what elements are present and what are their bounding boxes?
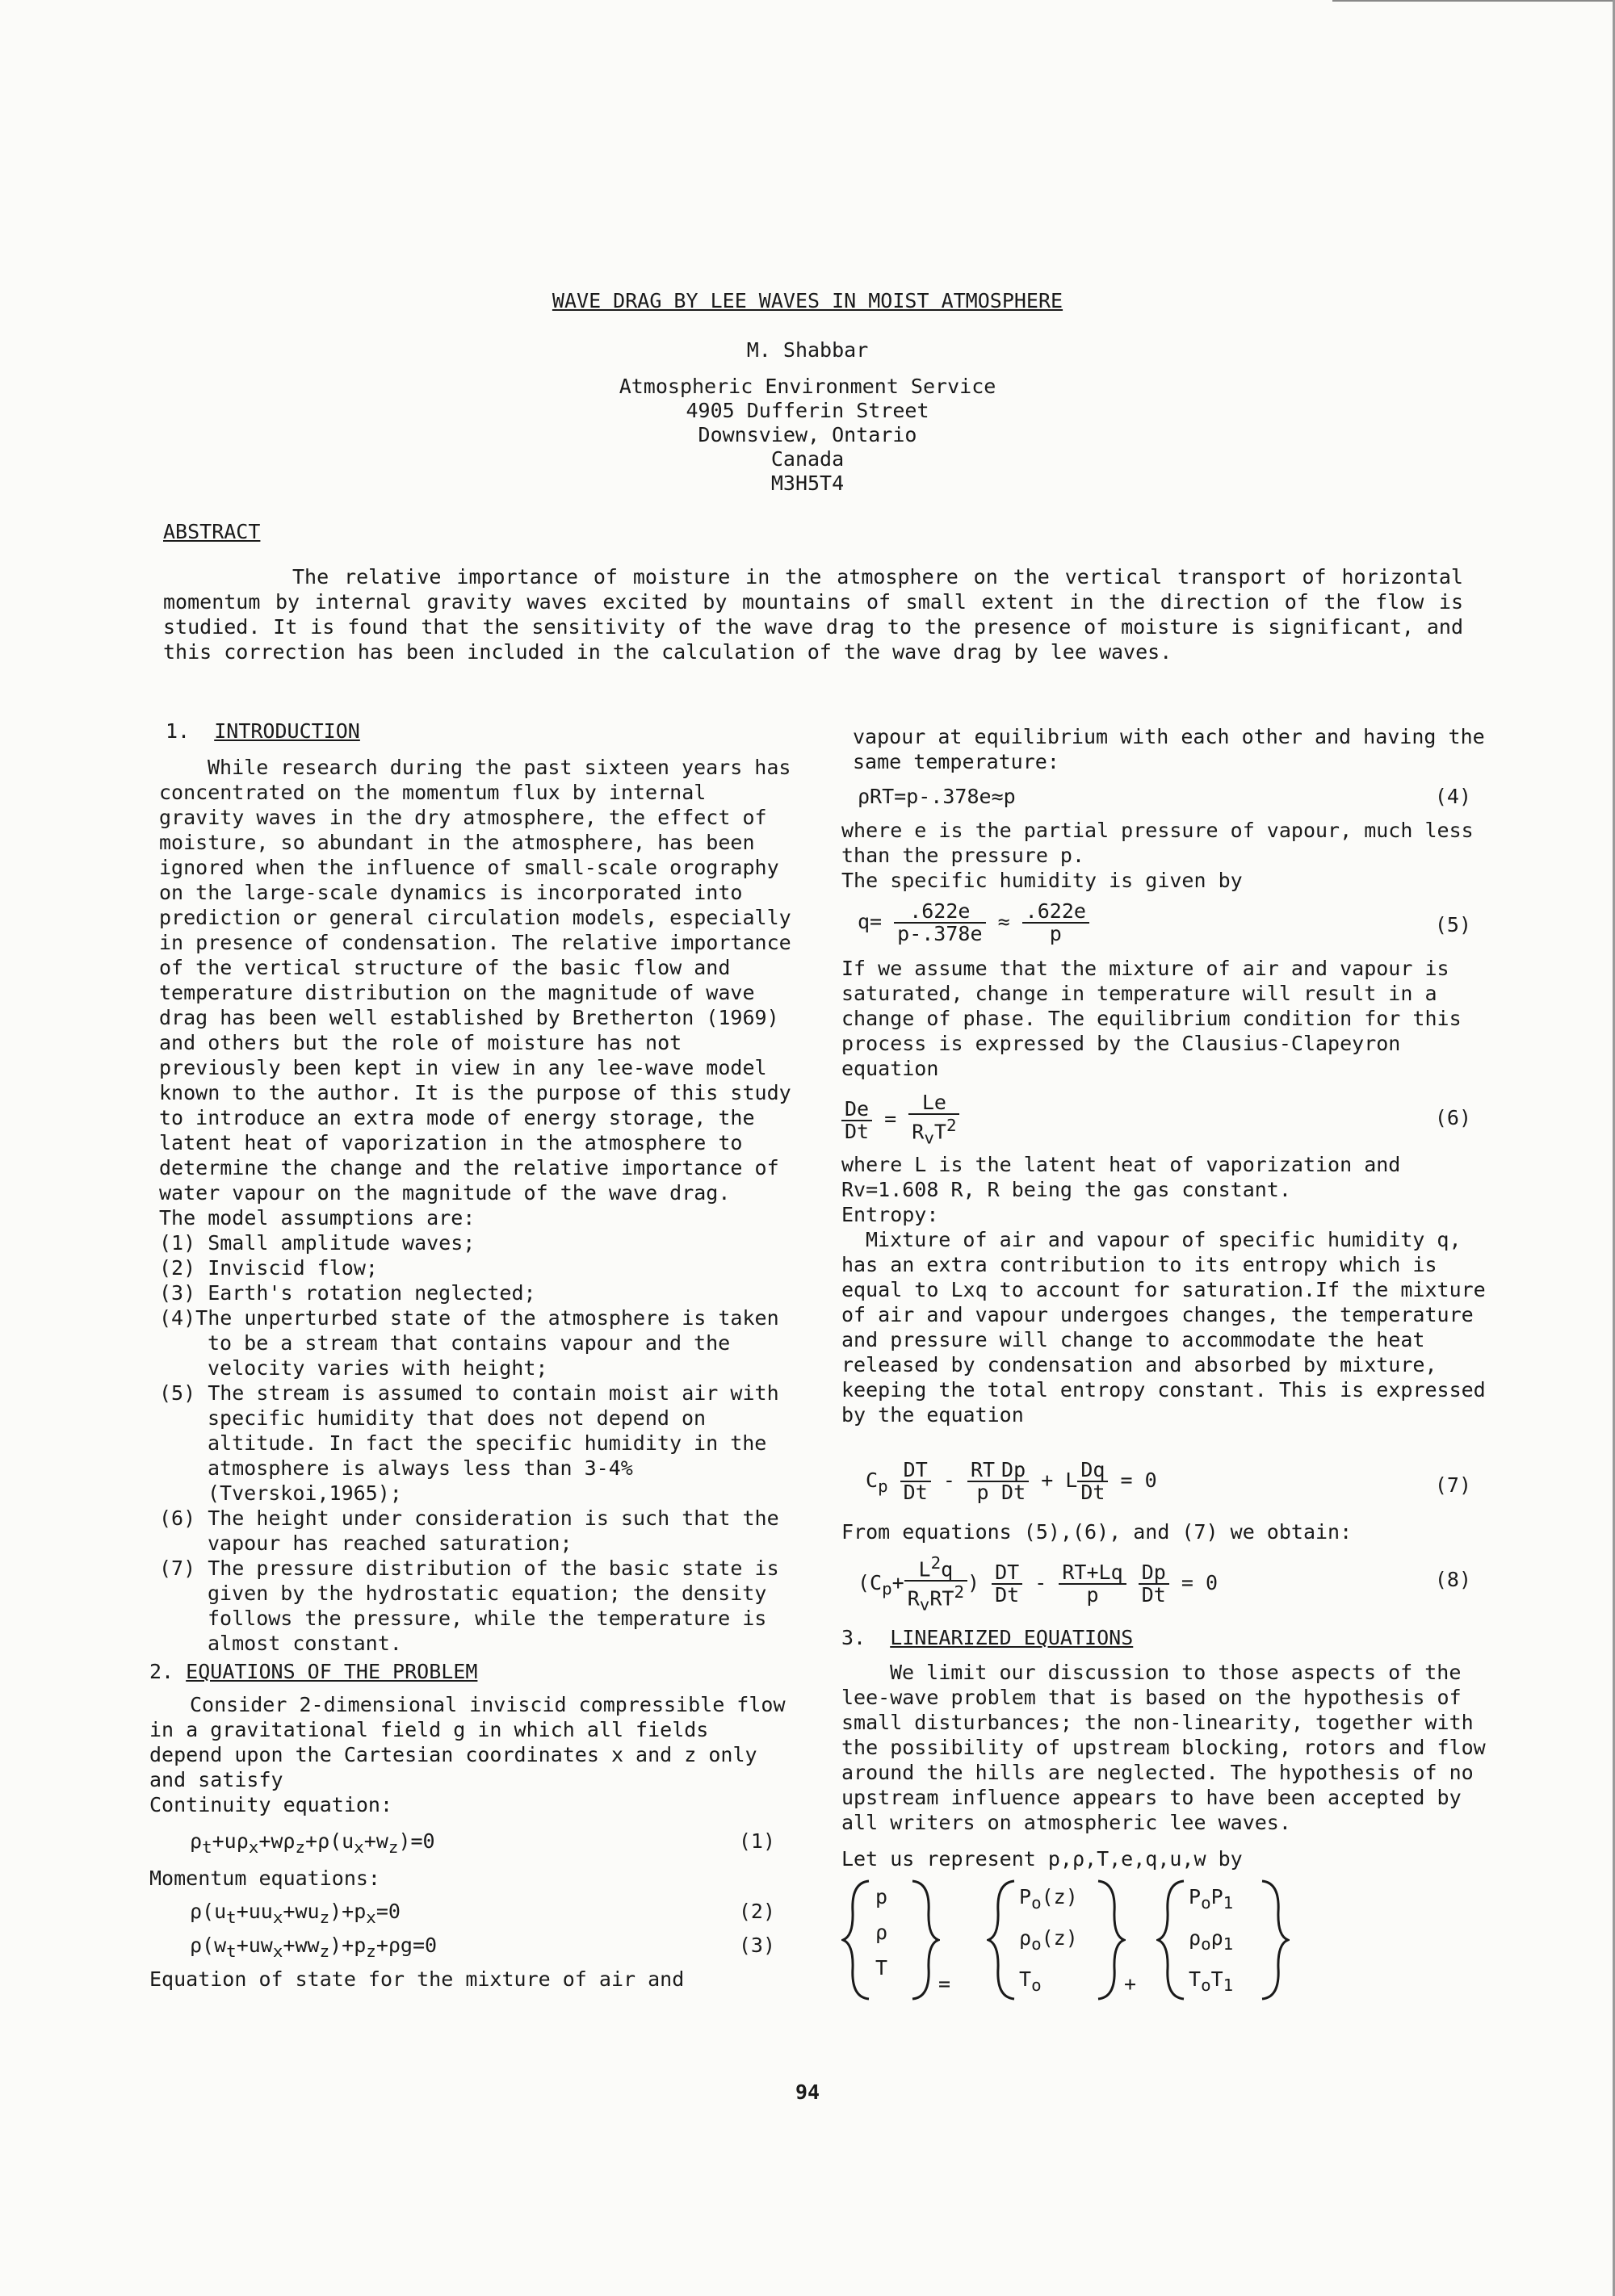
section-heading-equations: 2. EQUATIONS OF THE PROBLEM (149, 1660, 478, 1683)
introduction-paragraph: While research during the past sixteen years has concentrated on the momentum flux by internal gravity waves in the dry atmosphere, the effect of moisture, so abundant in the atmosphere, has been ignored when the influence of small-scale orography on the large-scale dynamics is incorporated into prediction or general circulation models, especially in presence of condensation. The relative importance of the vertical structure of the basic flow and temperature distribution on the magnitude of wave drag has been well established by Bretherton (1969) and others but the role of moisture has not previously been kept in view in any lee-wave model known to the author. It is the purpose of this study to introduce an extra mode of energy storage, the latent heat of vaporization in the atmosphere to determine the change and the relative importance of water vapour on the magnitude of the wave drag. (159, 756, 791, 1205)
paper-title: WAVE DRAG BY LEE WAVES IN MOIST ATMOSPHERE (552, 289, 1063, 312)
equations-paragraph: Consider 2-dimensional inviscid compressible flow in a gravitational field g in which all fields depend upon the Cartesian coordinates x and z only and satisfy (149, 1693, 786, 1791)
list-item: (4)The unperturbed state of the atmosphere is taken to be a stream that contains vapour and the velocity varies with height; (159, 1306, 779, 1380)
abstract-text: The relative importance of moisture in the atmosphere on the vertical transport of horizontal momentum by internal gravity waves excited by mountains of small extent in the direction of the flow is studied. It is found that the sensitivity of the wave drag to the presence of moisture is significant, and this correction has been included in the calculation of the wave drag by lee waves. (163, 565, 1463, 664)
page-number: 94 (795, 2080, 820, 2104)
equation-5: q= $\frac{.622e}{p-.378e}$ ≈ $\frac{.622e}{p}$ (5) (858, 899, 1471, 945)
equation-3: $\rho(w_t+uw_x+ww_z)+p_z+\rho g=0$ (3) (190, 1934, 775, 1961)
equation-4: ρRT=p-.378e≈p (4) (858, 785, 1471, 808)
list-item: (6) The height under consideration is such that the vapour has reached saturation; (159, 1506, 779, 1555)
after-eq4: where e is the partial pressure of vapour, much less than the pressure p. (841, 819, 1474, 867)
list-item: (1) Small amplitude waves; (159, 1231, 476, 1255)
right-brace-icon (908, 1879, 940, 2001)
scan-edge-line (1332, 0, 1615, 2)
right-brace-icon (1257, 1879, 1290, 2001)
left-column (149, 719, 791, 1992)
equation-8: ($C_p+$ $\frac{L^2q}{R_vRT^2}$ ) $\frac{DT}{Dt}$ - $\frac{RT+Lq}{p}$ $\frac{Dp}{Dt}$ = 0 (8) (858, 1553, 1471, 1615)
section-heading-introduction: 1. INTRODUCTION (166, 719, 360, 743)
left-brace-icon (1156, 1879, 1189, 2001)
equation-6: $\frac{De}{Dt}$ = $\frac{Le}{R_vT^2}$ (6) (841, 1092, 1487, 1146)
list-item: (3) Earth's rotation neglected; (159, 1281, 536, 1305)
linearized-paragraph: We limit our discussion to those aspects of the lee-wave problem that is based on the hypothesis of small disturbances; the non-linearity, together with the possibility of upstream blocking, rotors and flow around the hills are neglected. The hypothesis of no upstream influence appears to have been accepted by all writers on atmospheric lee waves. (841, 1661, 1486, 1834)
list-item: (7) The pressure distribution of the basic state is given by the hydrostatic equation; the density follows the pressure, while the temperature is almost constant. (159, 1557, 779, 1655)
assumptions-list (149, 1230, 791, 1656)
abstract-heading: ABSTRACT (163, 520, 261, 543)
equation-7: $C_p$ $\frac{DT}{Dt}$ - $\frac{RT}{p}$ $\frac{Dp}{Dt}$ + L $\frac{Dq}{Dt}$ = 0 (7) (866, 1458, 1471, 1504)
equation-2: $\rho(u_t+uu_x+wu_z)+p_x=0$ (2) (190, 1900, 775, 1927)
specific-humidity-text: The specific humidity is given by (841, 869, 1243, 892)
entropy-label: Entropy: (841, 1203, 939, 1226)
affiliation: Atmospheric Environment Service 4905 Dufferin Street Downsview, Ontario Canada M3H5T4 (619, 375, 996, 495)
left-brace-icon (987, 1879, 1019, 2001)
list-item: (5) The stream is assumed to contain moist air with specific humidity that does not depend on altitude. In fact the specific humidity in the atmosphere is always less than 3-4% (Tverskoi,1965); (159, 1381, 779, 1505)
left-brace-icon (841, 1879, 874, 2001)
state-label: Equation of state for the mixture of air and (149, 1967, 685, 1991)
assumptions-lead: The model assumptions are: (159, 1206, 476, 1230)
represent-text: Let us represent p,ρ,T,e,q,u,w by (841, 1847, 1243, 1871)
perturbation-matrix: p ρ T = $P_o(z)$ $\rho_o(z)$ $T_o$ + $P_oP_1$ $\rho_o\rho_1$ $T_oT_1$ (841, 1879, 1487, 2017)
right-column (841, 724, 1487, 2017)
entropy-paragraph: Mixture of air and vapour of specific humidity q, has an extra contribution to its entropy which is equal to Lxq to account for saturation.If the mixture of air and vapour undergoes changes, the temperature and pressure will change to accommodate the heat released by condensation and absorbed by mixture, keeping the total entropy constant. This is expressed by the equation (841, 1228, 1486, 1427)
from-equations-text: From equations (5),(6), and (7) we obtain: (841, 1520, 1353, 1544)
section-heading-linearized: 3. LINEARIZED EQUATIONS (841, 1626, 1134, 1649)
right-brace-icon (1093, 1879, 1126, 2001)
after-eq6: where L is the latent heat of vaporization and Rv=1.608 R, R being the gas constant. (841, 1153, 1401, 1201)
equation-1: $\rho_t+u\rho_x+w\rho_z+\rho(u_x+w_z)=0$ (1) (190, 1829, 775, 1857)
continuity-label: Continuity equation: (149, 1793, 393, 1816)
list-item: (2) Inviscid flow; (159, 1256, 378, 1280)
saturated-paragraph: If we assume that the mixture of air and vapour is saturated, change in temperature will result in a change of phase. The equilibrium condition for this process is expressed by the Clausius-Clapeyron equation (841, 957, 1462, 1080)
author-name: M. Shabbar (746, 338, 869, 362)
momentum-label: Momentum equations: (149, 1867, 380, 1890)
vapour-text: vapour at equilibrium with each other and having the same temperature: (853, 725, 1485, 773)
